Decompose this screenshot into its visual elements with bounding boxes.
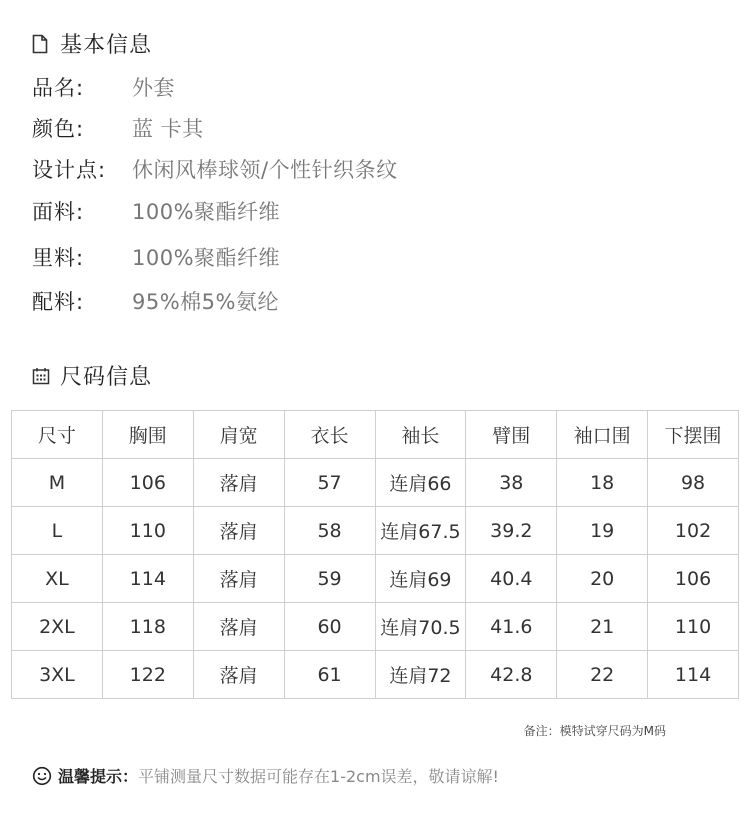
table-row [12,603,739,651]
info-value: 休闲风棒球领/个性针织条纹 [132,158,398,182]
table-cell: M [12,459,103,507]
size-info-header [32,360,152,391]
smiley-icon [32,766,52,786]
info-value: 100%聚酯纤维 [132,246,281,270]
table-cell: 落肩 [193,459,284,507]
table-cell: 39.2 [466,507,557,555]
info-label: 品名: [32,76,85,100]
table-cell: 连肩66 [375,459,466,507]
table-cell: 19 [557,507,648,555]
table-row [12,555,739,603]
tips-label: 温馨提示： [58,767,139,786]
table-cell: 60 [284,603,375,651]
table-cell: 59 [284,555,375,603]
basic-info-title: 基本信息 [60,33,153,58]
table-cell: XL [12,555,103,603]
size-info-title: 尺码信息 [60,365,153,390]
info-row-color [32,112,204,144]
column-header: 胸围 [102,411,193,459]
info-value: 100%聚酯纤维 [132,200,281,224]
document-icon [32,33,52,55]
table-cell: 20 [557,555,648,603]
table-cell: 21 [557,603,648,651]
table-cell: 连肩72 [375,651,466,699]
column-header: 袖长 [375,411,466,459]
info-row-fabric [32,195,280,227]
basic-info-header [32,28,152,59]
table-cell: 42.8 [466,651,557,699]
table-cell: 22 [557,651,648,699]
table-cell: 102 [648,507,739,555]
tips-text: 平铺测量尺寸数据可能存在1-2cm误差，敬请谅解! [138,767,499,786]
table-cell: 38 [466,459,557,507]
table-cell: L [12,507,103,555]
column-header: 肩宽 [193,411,284,459]
table-cell: 连肩70.5 [375,603,466,651]
table-cell: 40.4 [466,555,557,603]
table-cell: 连肩67.5 [375,507,466,555]
table-cell: 落肩 [193,651,284,699]
table-cell: 41.6 [466,603,557,651]
table-cell: 106 [648,555,739,603]
table-cell: 3XL [12,651,103,699]
info-label: 颜色: [32,117,85,141]
table-cell: 110 [102,507,193,555]
info-value: 蓝 卡其 [132,117,204,141]
info-label: 配料: [32,290,85,314]
table-header-row [12,411,739,459]
table-row [12,459,739,507]
table-row [12,507,739,555]
table-cell: 114 [648,651,739,699]
info-row-design [32,153,398,185]
info-value: 95%棉5%氨纶 [132,290,279,314]
info-value: 外套 [132,76,175,100]
calendar-icon [32,365,52,387]
info-row-accessories [32,285,279,317]
table-cell: 118 [102,603,193,651]
table-cell: 57 [284,459,375,507]
table-cell: 落肩 [193,507,284,555]
table-cell: 18 [557,459,648,507]
table-cell: 58 [284,507,375,555]
table-cell: 122 [102,651,193,699]
size-table [11,410,739,699]
info-label: 里料: [32,246,85,270]
info-label: 设计点: [32,158,107,182]
column-header: 尺寸 [12,411,103,459]
tips-bar [32,764,499,787]
column-header: 衣长 [284,411,375,459]
table-cell: 落肩 [193,555,284,603]
column-header: 下摆围 [648,411,739,459]
table-cell: 110 [648,603,739,651]
table-cell: 106 [102,459,193,507]
table-cell: 114 [102,555,193,603]
column-header: 袖口围 [557,411,648,459]
info-row-name [32,71,175,103]
table-cell: 98 [648,459,739,507]
column-header: 臂围 [466,411,557,459]
table-row [12,651,739,699]
info-row-lining [32,241,280,273]
table-cell: 落肩 [193,603,284,651]
model-size-note: 备注：模特试穿尺码为M码 [523,724,666,738]
table-cell: 2XL [12,603,103,651]
info-label: 面料: [32,200,85,224]
table-cell: 61 [284,651,375,699]
table-cell: 连肩69 [375,555,466,603]
